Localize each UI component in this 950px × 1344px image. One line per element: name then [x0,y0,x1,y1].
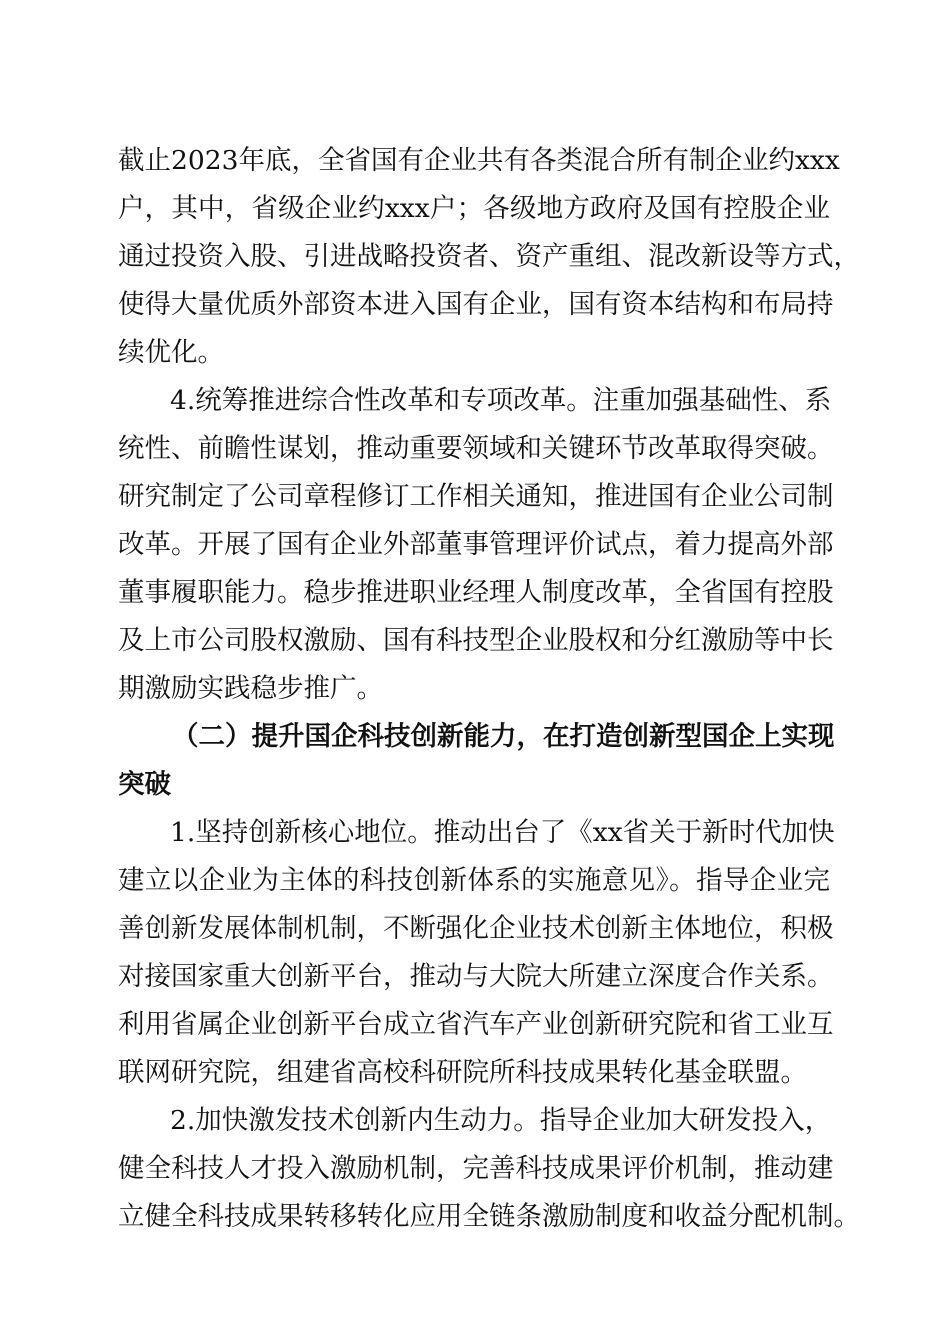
heading-line: （二）提升国企科技创新能力，在打造创新型国企上实现 [172,721,835,752]
text-line: 及上市公司股权激励、国有科技型企业股权和分红激励等中长 [118,625,834,656]
heading-line: 突破 [118,769,171,800]
text-line: 健全科技人才投入激励机制，完善科技成果评价机制，推动建 [118,1153,834,1184]
text-line: 利用省属企业创新平台成立省汽车产业创新研究院和省工业互 [118,1009,834,1040]
text-line: 董事履职能力。稳步推进职业经理人制度改革，全省国有控股 [118,577,834,608]
text-line: 对接国家重大创新平台，推动与大院大所建立深度合作关系。 [118,961,834,992]
text-line: 通过投资入股、引进战略投资者、资产重组、混改新设等方式， [118,241,860,272]
text-line: 续优化。 [118,337,224,368]
text-line: 截止2023年底，全省国有企业共有各类混合所有制企业约xxx [118,145,840,176]
text-line: 建立以企业为主体的科技创新体系的实施意见》。指导企业完 [118,865,830,896]
text-line: 立健全科技成果转移转化应用全链条激励制度和收益分配机制。 [118,1201,860,1232]
text-line: 户，其中，省级企业约xxx户；各级地方政府及国有控股企业 [118,193,830,224]
text-line: 使得大量优质外部资本进入国有企业，国有资本结构和布局持 [118,289,834,320]
text-line: 1.坚持创新核心地位。推动出台了《xx省关于新时代加快 [170,817,835,848]
text-line: 善创新发展体制机制，不断强化企业技术创新主体地位，积极 [118,913,834,944]
text-line: 研究制定了公司章程修订工作相关通知，推进国有企业公司制 [118,481,834,512]
text-line: 改革。开展了国有企业外部董事管理评价试点，着力提高外部 [118,529,834,560]
text-line: 联网研究院，组建省高校科研院所科技成果转化基金联盟。 [118,1057,807,1088]
text-line: 统性、前瞻性谋划，推动重要领域和关键环节改革取得突破。 [118,433,834,464]
text-line: 2.加快激发技术创新内生动力。指导企业加大研发投入， [170,1105,832,1136]
text-line: 4.统筹推进综合性改革和专项改革。注重加强基础性、系 [170,385,832,416]
text-line: 期激励实践稳步推广。 [118,673,383,704]
